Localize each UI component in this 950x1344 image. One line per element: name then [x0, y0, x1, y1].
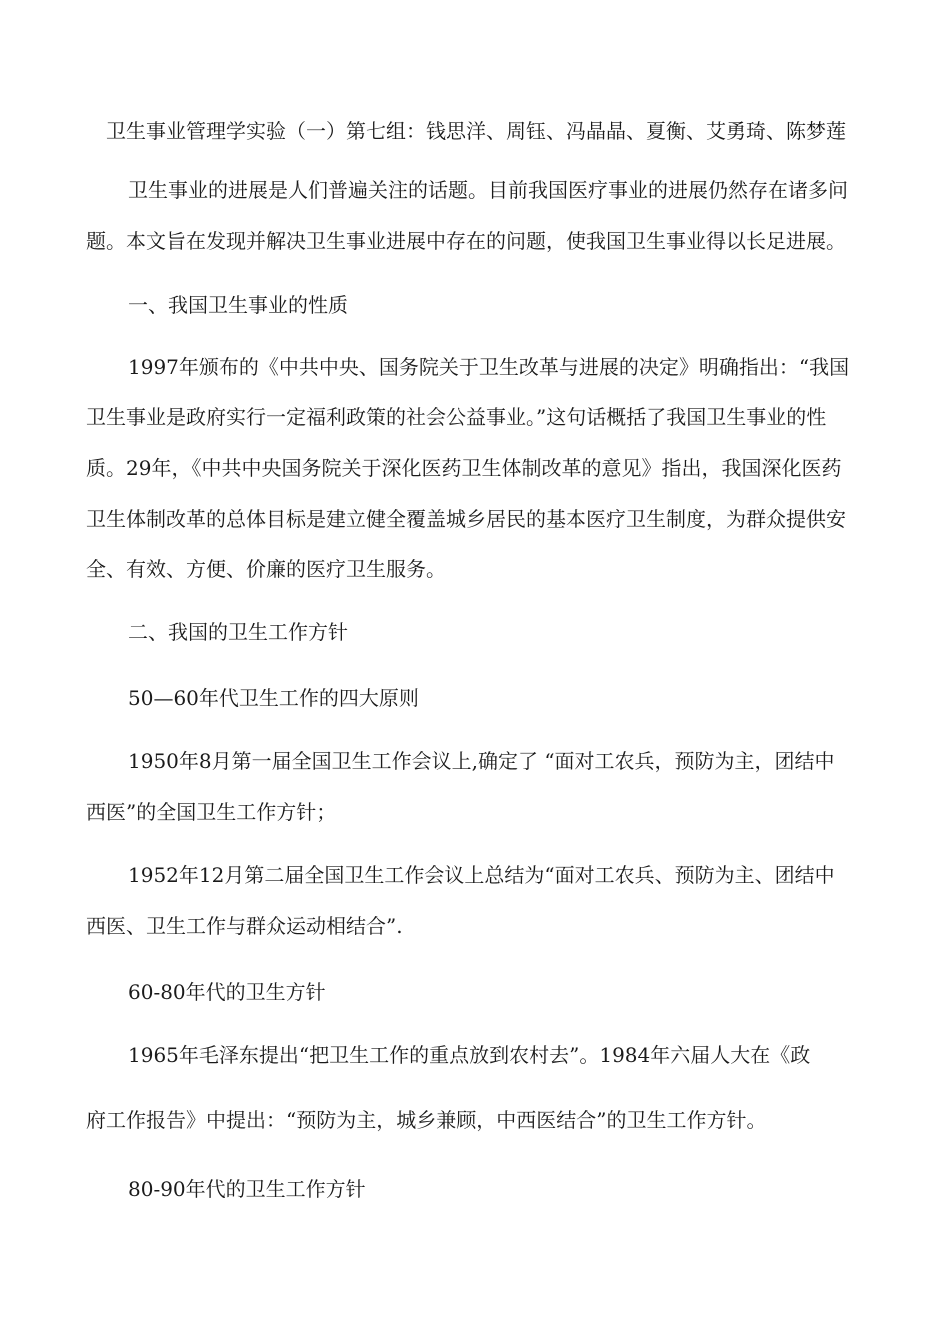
- section2-heading: 二、我国的卫生工作方针: [128, 620, 348, 644]
- section2-sub3: 80-90年代的卫生工作方针: [128, 1177, 366, 1201]
- intro-line-1: 卫生事业的进展是人们普遍关注的话题。目前我国医疗事业的进展仍然存在诸多问: [128, 178, 848, 202]
- section1-line-5: 全、有效、方便、价廉的医疗卫生服务。: [86, 557, 446, 581]
- para-1950-line-1: 1950年8月第一届全国卫生工作会议上,确定了 “面对工农兵，预防为主，团结中: [128, 749, 835, 773]
- para-1952-line-1: 1952年12月第二届全国卫生工作会议上总结为“面对工农兵、预防为主、团结中: [128, 863, 835, 887]
- section1-heading: 一、我国卫生事业的性质: [128, 293, 348, 317]
- para-1965-line-1: 1965年毛泽东提出“把卫生工作的重点放到农村去”。1984年六届人大在《政: [128, 1043, 811, 1067]
- section2-sub1: 50—60年代卫生工作的四大原则: [128, 686, 419, 710]
- para-1952-line-2: 西医、卫生工作与群众运动相结合”.: [86, 914, 403, 938]
- section1-line-4: 卫生体制改革的总体目标是建立健全覆盖城乡居民的基本医疗卫生制度，为群众提供安: [86, 507, 846, 531]
- section1-line-2: 卫生事业是政府实行一定福利政策的社会公益事业。”这句话概括了我国卫生事业的性: [86, 405, 827, 429]
- section1-line-1: 1997年颁布的《中共中央、国务院关于卫生改革与进展的决定》明确指出：“我国: [128, 355, 850, 379]
- section2-sub2: 60-80年代的卫生方针: [128, 980, 326, 1004]
- intro-line-2: 题。本文旨在发现并解决卫生事业进展中存在的问题，使我国卫生事业得以长足进展。: [86, 229, 846, 253]
- section1-line-3: 质。29年，《中共中央国务院关于深化医药卫生体制改革的意见》指出，我国深化医药: [86, 456, 842, 480]
- para-1950-line-2: 西医”的全国卫生工作方针；: [86, 800, 337, 824]
- document-header: 卫生事业管理学实验（一）第七组：钱思洋、周钰、冯晶晶、夏衡、艾勇琦、陈梦莲: [106, 119, 846, 143]
- para-1965-line-2: 府工作报告》中提出：“预防为主，城乡兼顾，中西医结合”的卫生工作方针。: [86, 1108, 767, 1132]
